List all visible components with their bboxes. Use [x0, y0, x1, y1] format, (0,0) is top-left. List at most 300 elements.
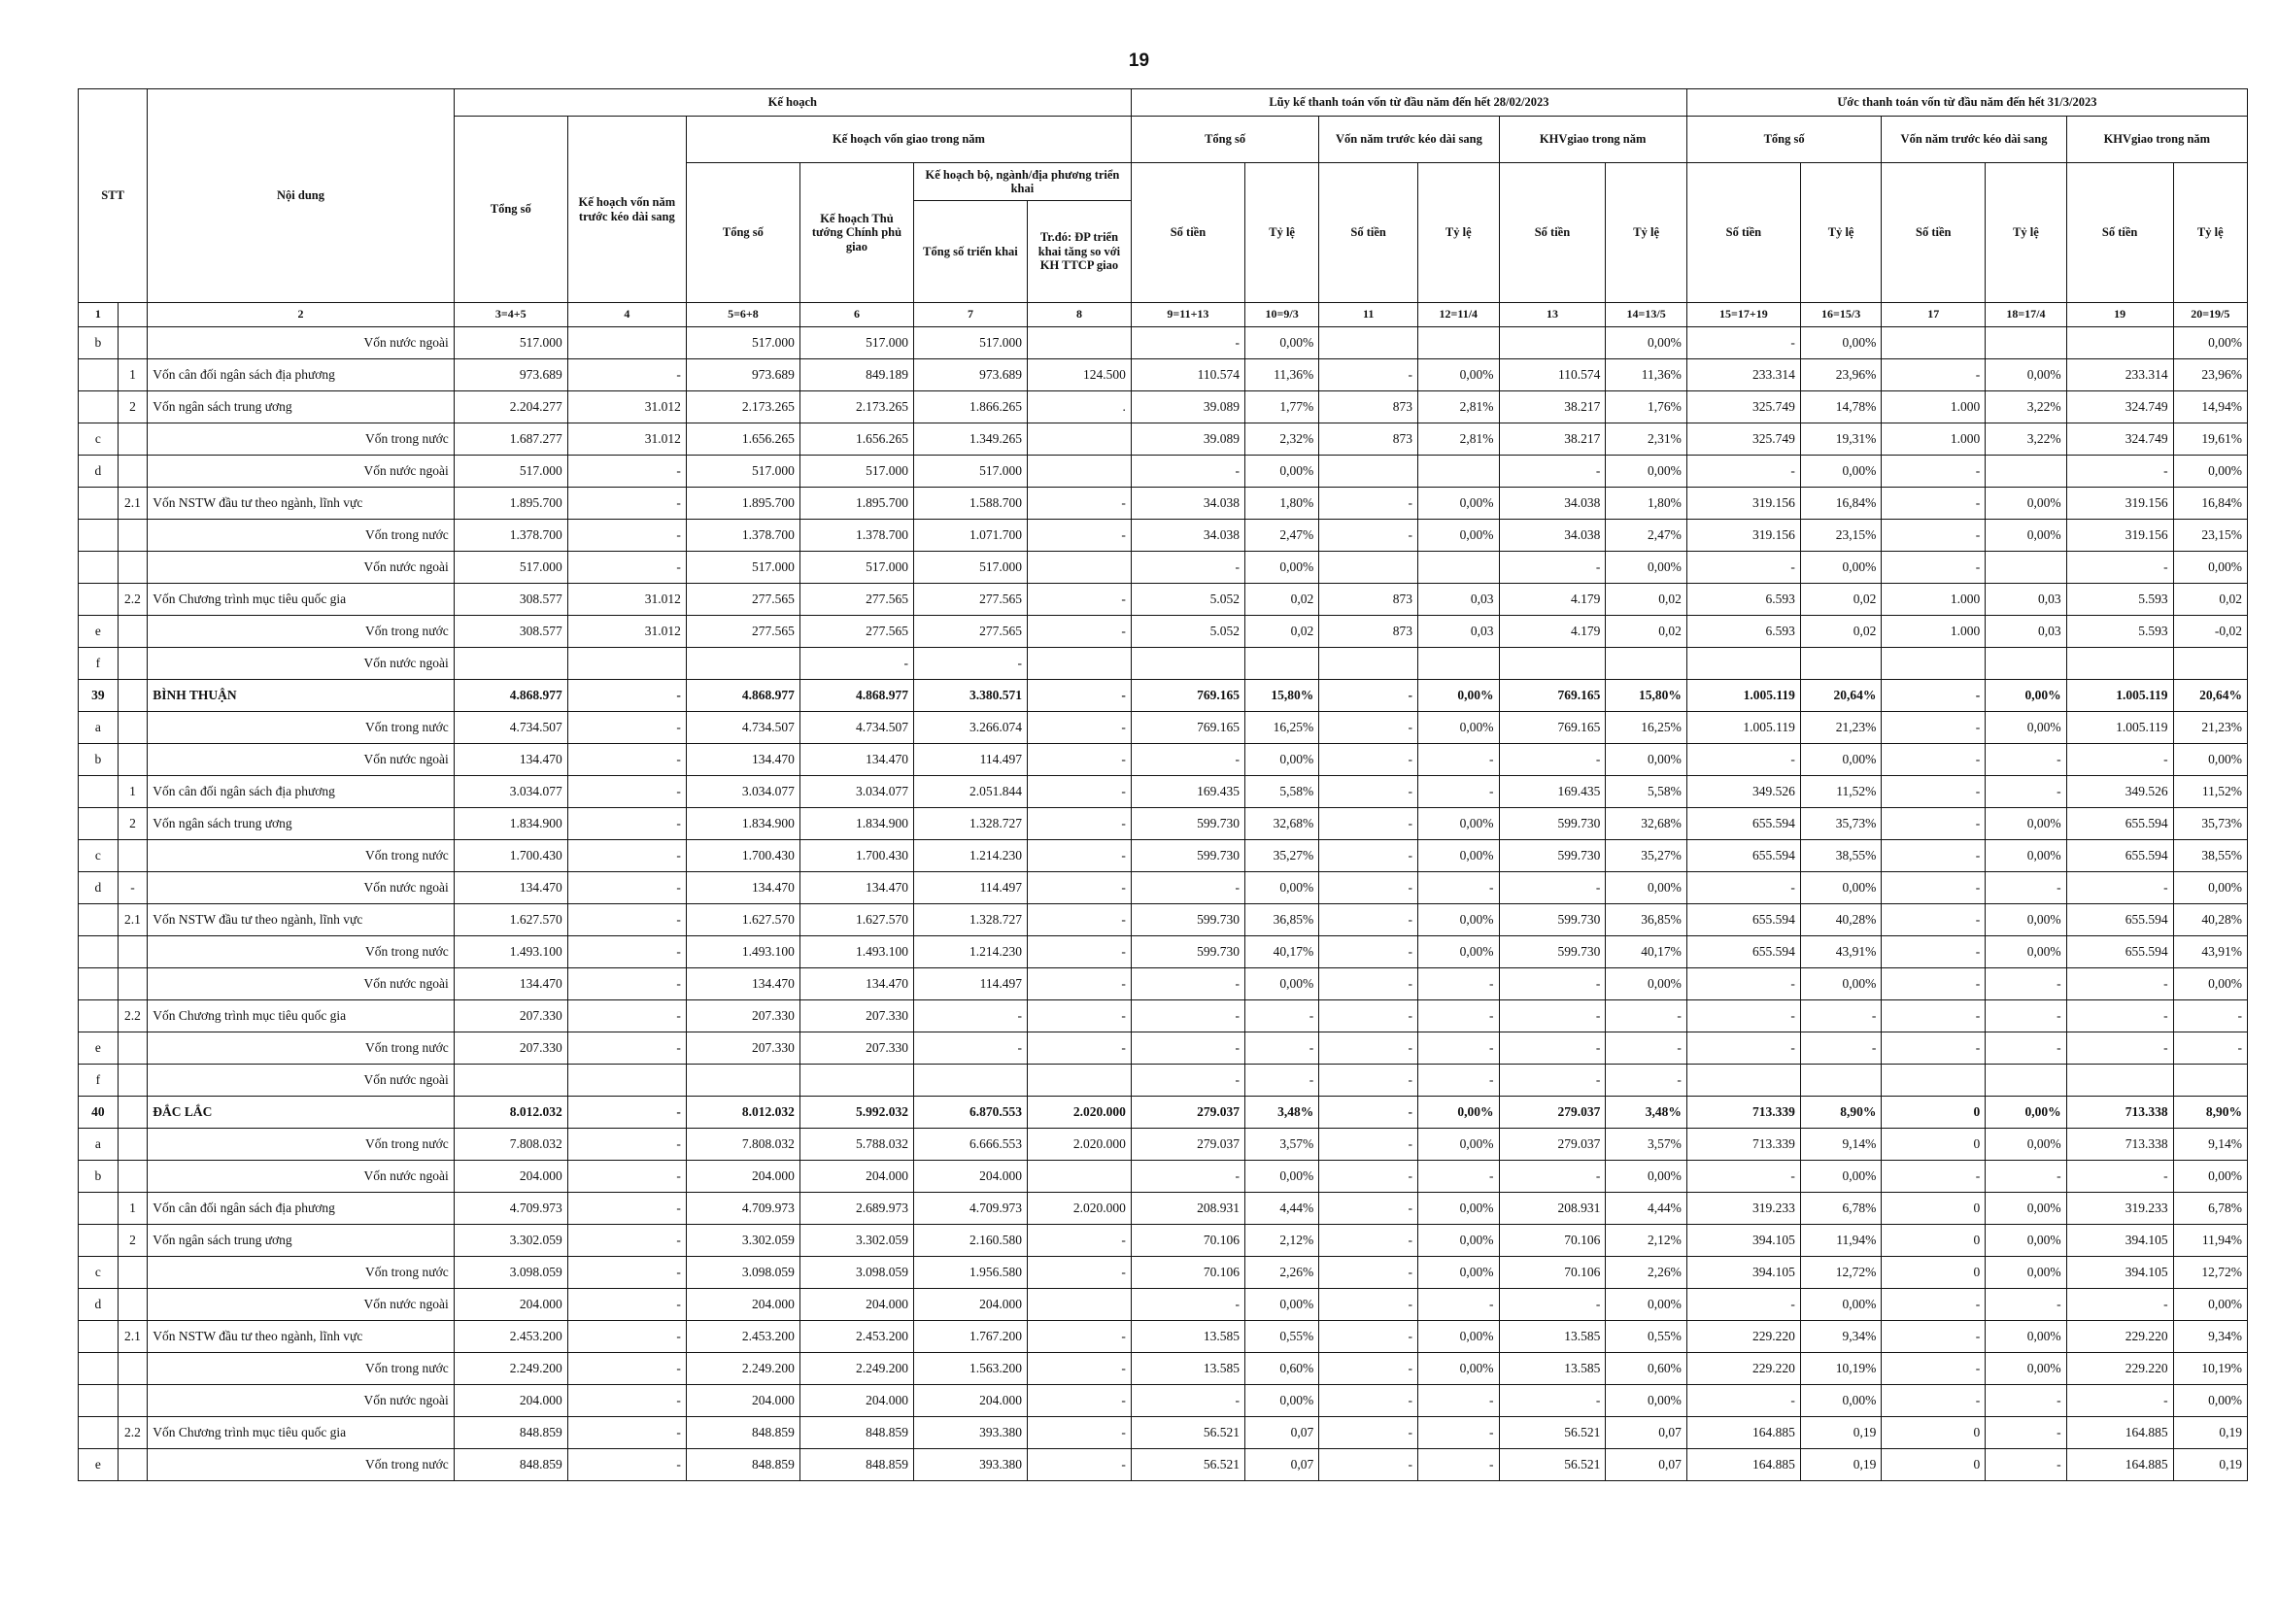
row-label: ĐẮC LẮC	[148, 1097, 454, 1129]
header-lk-nt-so-tien: Số tiền	[1319, 163, 1418, 303]
table-cell: -	[567, 1097, 686, 1129]
table-cell: 6.666.553	[913, 1129, 1027, 1161]
table-row	[79, 904, 2248, 936]
row-stt: b	[79, 1161, 119, 1193]
header-lk-von-nam-truoc: Vốn năm trước kéo dài sang	[1319, 117, 1499, 163]
table-cell: 2,47%	[1244, 520, 1318, 552]
table-cell: -	[1027, 840, 1131, 872]
row-label: Vốn nước ngoài	[148, 1065, 454, 1097]
table-cell: 4.734.507	[686, 712, 799, 744]
table-cell: 9,34%	[1800, 1321, 1881, 1353]
table-cell: 0,07	[1244, 1449, 1318, 1481]
row-sub-index	[118, 744, 148, 776]
table-cell: 873	[1319, 616, 1418, 648]
table-cell: 164.885	[1686, 1449, 1800, 1481]
table-cell: -	[1606, 1000, 1686, 1032]
table-cell: 0,00%	[1800, 744, 1881, 776]
table-cell: 0,00%	[1986, 1193, 2066, 1225]
table-row	[79, 808, 2248, 840]
table-cell: -	[1499, 1385, 1606, 1417]
table-cell: 0,00%	[1418, 1353, 1499, 1385]
table-cell: -	[1986, 968, 2066, 1000]
table-cell: 0,00%	[1418, 840, 1499, 872]
column-number: 10=9/3	[1244, 303, 1318, 327]
table-cell: 393.380	[913, 1449, 1027, 1481]
table-cell: 517.000	[454, 456, 567, 488]
row-stt: e	[79, 616, 119, 648]
table-cell: 0,00%	[1986, 680, 2066, 712]
table-cell: 204.000	[799, 1161, 913, 1193]
table-cell: 2.173.265	[799, 391, 913, 423]
table-row	[79, 616, 2248, 648]
row-sub-index	[118, 680, 148, 712]
table-cell: -	[1131, 1161, 1244, 1193]
row-stt	[79, 808, 119, 840]
table-cell: 0,60%	[1244, 1353, 1318, 1385]
table-cell: -	[1319, 1129, 1418, 1161]
table-cell: -	[1244, 1000, 1318, 1032]
table-cell: 848.859	[454, 1417, 567, 1449]
table-cell: -	[1882, 1385, 1986, 1417]
row-label: Vốn nước ngoài	[148, 872, 454, 904]
table-cell: 204.000	[913, 1161, 1027, 1193]
table-cell: -	[1027, 488, 1131, 520]
table-cell: 207.330	[686, 1000, 799, 1032]
table-cell: 14,78%	[1800, 391, 1881, 423]
table-row	[79, 552, 2248, 584]
row-stt	[79, 936, 119, 968]
table-cell: 319.233	[1686, 1193, 1800, 1225]
page-number: 19	[1128, 51, 1150, 71]
table-cell: 0,00%	[2173, 1385, 2247, 1417]
table-cell: 0,00%	[1986, 1129, 2066, 1161]
table-cell: 1.071.700	[913, 520, 1027, 552]
table-cell: -	[2066, 552, 2173, 584]
table-cell: -	[1606, 1065, 1686, 1097]
row-stt: b	[79, 744, 119, 776]
table-cell: 2,26%	[1244, 1257, 1318, 1289]
table-cell: -	[1499, 1065, 1606, 1097]
table-cell: 517.000	[799, 327, 913, 359]
table-cell: -	[1027, 1449, 1131, 1481]
table-cell: 169.435	[1499, 776, 1606, 808]
column-number: 6	[799, 303, 913, 327]
table-cell: 1.834.900	[454, 808, 567, 840]
table-cell: -	[1131, 1000, 1244, 1032]
column-number: 12=11/4	[1418, 303, 1499, 327]
table-cell: -	[1319, 1289, 1418, 1321]
table-cell: 0,02	[1800, 616, 1881, 648]
row-sub-index: 1	[118, 359, 148, 391]
table-cell: -	[1882, 776, 1986, 808]
table-cell: -	[567, 808, 686, 840]
row-sub-index	[118, 520, 148, 552]
table-cell: 2,31%	[1606, 423, 1686, 456]
table-cell: 0,02	[1606, 584, 1686, 616]
table-cell: 134.470	[454, 744, 567, 776]
row-stt: d	[79, 1289, 119, 1321]
table-cell: 655.594	[2066, 904, 2173, 936]
table-cell	[1882, 327, 1986, 359]
table-cell: -	[567, 744, 686, 776]
row-label: Vốn cân đối ngân sách địa phương	[148, 776, 454, 808]
table-row	[79, 648, 2248, 680]
table-cell: -	[2173, 1000, 2247, 1032]
table-cell: -	[1319, 1257, 1418, 1289]
table-cell: 1,80%	[1606, 488, 1686, 520]
table-cell: -	[1319, 1161, 1418, 1193]
table-cell: 769.165	[1131, 680, 1244, 712]
table-cell	[1499, 327, 1606, 359]
table-cell: -	[1418, 1385, 1499, 1417]
row-stt: 39	[79, 680, 119, 712]
table-cell: 599.730	[1499, 904, 1606, 936]
table-cell: -	[1319, 1032, 1418, 1065]
row-label: Vốn nước ngoài	[148, 1289, 454, 1321]
table-cell: 16,25%	[1244, 712, 1318, 744]
table-cell: 0,02	[1244, 584, 1318, 616]
table-cell: 164.885	[1686, 1417, 1800, 1449]
table-cell: -	[1499, 1000, 1606, 1032]
table-cell: -	[1027, 1257, 1131, 1289]
table-cell: -	[1800, 1032, 1881, 1065]
table-cell: 204.000	[799, 1385, 913, 1417]
table-cell: -	[1686, 872, 1800, 904]
table-cell: 3.034.077	[799, 776, 913, 808]
table-cell: 3.034.077	[686, 776, 799, 808]
column-number: 7	[913, 303, 1027, 327]
table-cell: 1.378.700	[454, 520, 567, 552]
table-cell: 655.594	[1686, 904, 1800, 936]
table-cell: 769.165	[1499, 680, 1606, 712]
row-sub-index	[118, 1097, 148, 1129]
row-label: Vốn trong nước	[148, 616, 454, 648]
table-cell: 0,60%	[1606, 1353, 1686, 1385]
row-sub-index	[118, 712, 148, 744]
table-cell: 0,00%	[1418, 680, 1499, 712]
table-cell: 169.435	[1131, 776, 1244, 808]
table-cell	[1986, 1065, 2066, 1097]
table-cell	[1027, 456, 1131, 488]
table-cell	[1027, 327, 1131, 359]
table-cell: -	[1686, 744, 1800, 776]
table-cell: 848.859	[799, 1417, 913, 1449]
table-cell: 2.204.277	[454, 391, 567, 423]
table-cell: 848.859	[686, 1449, 799, 1481]
table-cell	[1027, 423, 1131, 456]
row-label: Vốn nước ngoài	[148, 968, 454, 1000]
table-cell: 279.037	[1131, 1129, 1244, 1161]
row-stt	[79, 1353, 119, 1385]
table-cell: 0,00%	[1606, 1161, 1686, 1193]
table-cell: 38,55%	[2173, 840, 2247, 872]
table-cell: 655.594	[1686, 840, 1800, 872]
table-cell: 0	[1882, 1225, 1986, 1257]
table-cell: 1.378.700	[686, 520, 799, 552]
table-cell: 1.895.700	[686, 488, 799, 520]
table-cell: 4.734.507	[799, 712, 913, 744]
table-cell: 0,00%	[1244, 872, 1318, 904]
table-cell: 40,28%	[1800, 904, 1881, 936]
table-cell: -	[1244, 1032, 1318, 1065]
table-cell: 204.000	[686, 1161, 799, 1193]
table-cell: -	[1986, 1000, 2066, 1032]
header-uoc-khv-ty-le: Tỷ lệ	[2173, 163, 2247, 303]
row-label: Vốn nước ngoài	[148, 327, 454, 359]
row-sub-index: 1	[118, 776, 148, 808]
table-cell: 4,44%	[1244, 1193, 1318, 1225]
header-lk-nt-ty-le: Tỷ lệ	[1418, 163, 1499, 303]
table-cell: 4.709.973	[686, 1193, 799, 1225]
table-cell: -	[1319, 1449, 1418, 1481]
column-number: 13	[1499, 303, 1606, 327]
table-cell: -	[1499, 552, 1606, 584]
table-cell: 0,19	[2173, 1417, 2247, 1449]
table-cell: 134.470	[799, 968, 913, 1000]
table-cell: 0	[1882, 1257, 1986, 1289]
table-cell: -	[1499, 1032, 1606, 1065]
table-cell	[1986, 648, 2066, 680]
table-cell: -	[1986, 1417, 2066, 1449]
table-cell: -	[2066, 1032, 2173, 1065]
row-stt: a	[79, 712, 119, 744]
table-cell: 0,00%	[2173, 872, 2247, 904]
table-cell: 0,00%	[1418, 1097, 1499, 1129]
table-cell: 4.868.977	[686, 680, 799, 712]
table-cell: 394.105	[2066, 1257, 2173, 1289]
table-cell: 769.165	[1499, 712, 1606, 744]
table-cell: 1.956.580	[913, 1257, 1027, 1289]
table-cell: 43,91%	[2173, 936, 2247, 968]
table-cell: 0,02	[1606, 616, 1686, 648]
table-cell	[1027, 1065, 1131, 1097]
row-sub-index: 2	[118, 391, 148, 423]
table-cell: 599.730	[1499, 936, 1606, 968]
table-row	[79, 1193, 2248, 1225]
column-number: 8	[1027, 303, 1131, 327]
table-cell: 0,00%	[1244, 744, 1318, 776]
table-cell: 599.730	[1131, 840, 1244, 872]
table-cell: 1,80%	[1244, 488, 1318, 520]
table-cell: 70.106	[1131, 1257, 1244, 1289]
table-cell: 164.885	[2066, 1449, 2173, 1481]
table-cell: 0,00%	[1986, 1321, 2066, 1353]
table-row	[79, 1225, 2248, 1257]
row-stt	[79, 1321, 119, 1353]
table-cell: 11,52%	[2173, 776, 2247, 808]
table-cell: 1.834.900	[799, 808, 913, 840]
table-row	[79, 872, 2248, 904]
row-stt: e	[79, 1449, 119, 1481]
table-cell: 6,78%	[1800, 1193, 1881, 1225]
table-cell: 308.577	[454, 584, 567, 616]
row-label: Vốn trong nước	[148, 1032, 454, 1065]
table-cell: 23,15%	[1800, 520, 1881, 552]
table-cell: 36,85%	[1244, 904, 1318, 936]
table-cell: 35,73%	[1800, 808, 1881, 840]
table-cell: -	[1027, 1000, 1131, 1032]
table-cell: 5.992.032	[799, 1097, 913, 1129]
row-sub-index	[118, 936, 148, 968]
table-cell: 114.497	[913, 744, 1027, 776]
table-cell: -	[1882, 456, 1986, 488]
header-ke-hoach: Kế hoạch	[454, 89, 1131, 117]
row-label: Vốn trong nước	[148, 712, 454, 744]
table-cell: 21,23%	[1800, 712, 1881, 744]
table-cell: 0,00%	[1606, 456, 1686, 488]
table-cell: -	[1882, 936, 1986, 968]
table-cell	[1027, 1161, 1131, 1193]
table-cell: -	[2066, 456, 2173, 488]
table-cell: 655.594	[2066, 840, 2173, 872]
table-cell: 40,17%	[1606, 936, 1686, 968]
table-cell: 13.585	[1131, 1353, 1244, 1385]
table-cell: 1.895.700	[454, 488, 567, 520]
table-cell	[2066, 327, 2173, 359]
table-cell: -	[1499, 1289, 1606, 1321]
table-cell: -	[1319, 936, 1418, 968]
table-cell: -	[567, 1129, 686, 1161]
row-sub-index: 2.1	[118, 488, 148, 520]
table-body	[79, 327, 2248, 1481]
table-cell: 5.593	[2066, 616, 2173, 648]
row-stt	[79, 904, 119, 936]
table-cell: 3,48%	[1244, 1097, 1318, 1129]
table-cell: -	[2066, 968, 2173, 1000]
table-cell: 114.497	[913, 968, 1027, 1000]
table-cell	[1319, 648, 1418, 680]
table-cell: 1.214.230	[913, 840, 1027, 872]
table-cell: -	[1131, 327, 1244, 359]
table-cell: 38.217	[1499, 423, 1606, 456]
table-cell: 34.038	[1499, 488, 1606, 520]
table-cell: 1.767.200	[913, 1321, 1027, 1353]
table-cell: 134.470	[686, 872, 799, 904]
table-cell: 277.565	[686, 616, 799, 648]
table-cell: 517.000	[686, 327, 799, 359]
header-uoc-tong-so: Tổng số	[1686, 117, 1881, 163]
table-cell: -	[1882, 552, 1986, 584]
row-label: Vốn nước ngoài	[148, 552, 454, 584]
header-uoc-so-tien: Số tiền	[1686, 163, 1800, 303]
table-cell	[1606, 648, 1686, 680]
table-cell: 2.249.200	[799, 1353, 913, 1385]
table-cell	[686, 1065, 799, 1097]
table-cell: 0,03	[1986, 584, 2066, 616]
table-cell: -	[1686, 1385, 1800, 1417]
table-cell: 0,00%	[1418, 488, 1499, 520]
table-cell: 517.000	[454, 327, 567, 359]
header-uoc-khv-giao: KHVgiao trong năm	[2066, 117, 2247, 163]
table-cell: 2.160.580	[913, 1225, 1027, 1257]
table-cell: 2.249.200	[686, 1353, 799, 1385]
column-number: 20=19/5	[2173, 303, 2247, 327]
table-cell: -	[1319, 1321, 1418, 1353]
table-cell: 0,00%	[1606, 552, 1686, 584]
table-cell: 517.000	[799, 456, 913, 488]
table-cell: 0,00%	[1800, 872, 1881, 904]
table-cell: 0,19	[2173, 1449, 2247, 1481]
table-cell: 1.895.700	[799, 488, 913, 520]
table-cell: 0,00%	[1418, 359, 1499, 391]
table-cell: 1.866.265	[913, 391, 1027, 423]
table-cell: -	[1418, 872, 1499, 904]
table-cell	[1319, 456, 1418, 488]
table-cell: -	[567, 1000, 686, 1032]
table-row	[79, 488, 2248, 520]
table-cell: 0,02	[1244, 616, 1318, 648]
table-cell: 0,03	[1418, 616, 1499, 648]
table-cell: 3.302.059	[799, 1225, 913, 1257]
row-stt	[79, 1225, 119, 1257]
table-cell	[1418, 648, 1499, 680]
table-cell: -	[1418, 1289, 1499, 1321]
table-cell: -	[1499, 1161, 1606, 1193]
table-cell: -	[1027, 744, 1131, 776]
table-cell: 2,12%	[1606, 1225, 1686, 1257]
header-kh-ttcp: Kế hoạch Thủ tướng Chính phủ giao	[799, 163, 913, 303]
table-cell: -	[1027, 936, 1131, 968]
table-cell	[1800, 648, 1881, 680]
table-cell: -	[1319, 1353, 1418, 1385]
table-cell: 229.220	[2066, 1321, 2173, 1353]
table-cell: 1.493.100	[454, 936, 567, 968]
table-cell: 208.931	[1499, 1193, 1606, 1225]
table-cell: 40,28%	[2173, 904, 2247, 936]
table-cell: 0,00%	[1986, 1097, 2066, 1129]
table-cell: 34.038	[1131, 520, 1244, 552]
table-cell: 1.005.119	[1686, 712, 1800, 744]
table-header	[79, 89, 2248, 327]
table-cell: 8,90%	[2173, 1097, 2247, 1129]
table-cell: 0,00%	[1418, 712, 1499, 744]
table-cell: -	[1027, 1225, 1131, 1257]
table-cell: -	[567, 872, 686, 904]
table-cell: 0,00%	[2173, 327, 2247, 359]
row-sub-index	[118, 1129, 148, 1161]
row-stt: c	[79, 840, 119, 872]
table-cell: 517.000	[913, 456, 1027, 488]
table-cell: -	[567, 488, 686, 520]
table-cell: 34.038	[1131, 488, 1244, 520]
table-cell: -	[1319, 808, 1418, 840]
table-cell: -	[567, 968, 686, 1000]
table-row	[79, 1129, 2248, 1161]
table-cell	[1986, 327, 2066, 359]
table-cell: -	[2066, 744, 2173, 776]
table-row	[79, 1161, 2248, 1193]
table-cell: -0,02	[2173, 616, 2247, 648]
table-cell: 0,55%	[1606, 1321, 1686, 1353]
table-row	[79, 327, 2248, 359]
table-cell: 13.585	[1499, 1353, 1606, 1385]
table-cell: 4.868.977	[454, 680, 567, 712]
table-cell: 2.051.844	[913, 776, 1027, 808]
row-sub-index	[118, 1161, 148, 1193]
row-stt: d	[79, 456, 119, 488]
table-cell: 0,00%	[1800, 1385, 1881, 1417]
table-cell: 1.005.119	[1686, 680, 1800, 712]
table-cell: 1.687.277	[454, 423, 567, 456]
table-cell: 2.249.200	[454, 1353, 567, 1385]
table-cell: 319.156	[1686, 520, 1800, 552]
table-cell: 873	[1319, 391, 1418, 423]
table-row	[79, 1032, 2248, 1065]
table-cell: 134.470	[686, 968, 799, 1000]
table-cell: 56.521	[1499, 1417, 1606, 1449]
row-stt	[79, 1385, 119, 1417]
table-cell: 204.000	[913, 1385, 1027, 1417]
